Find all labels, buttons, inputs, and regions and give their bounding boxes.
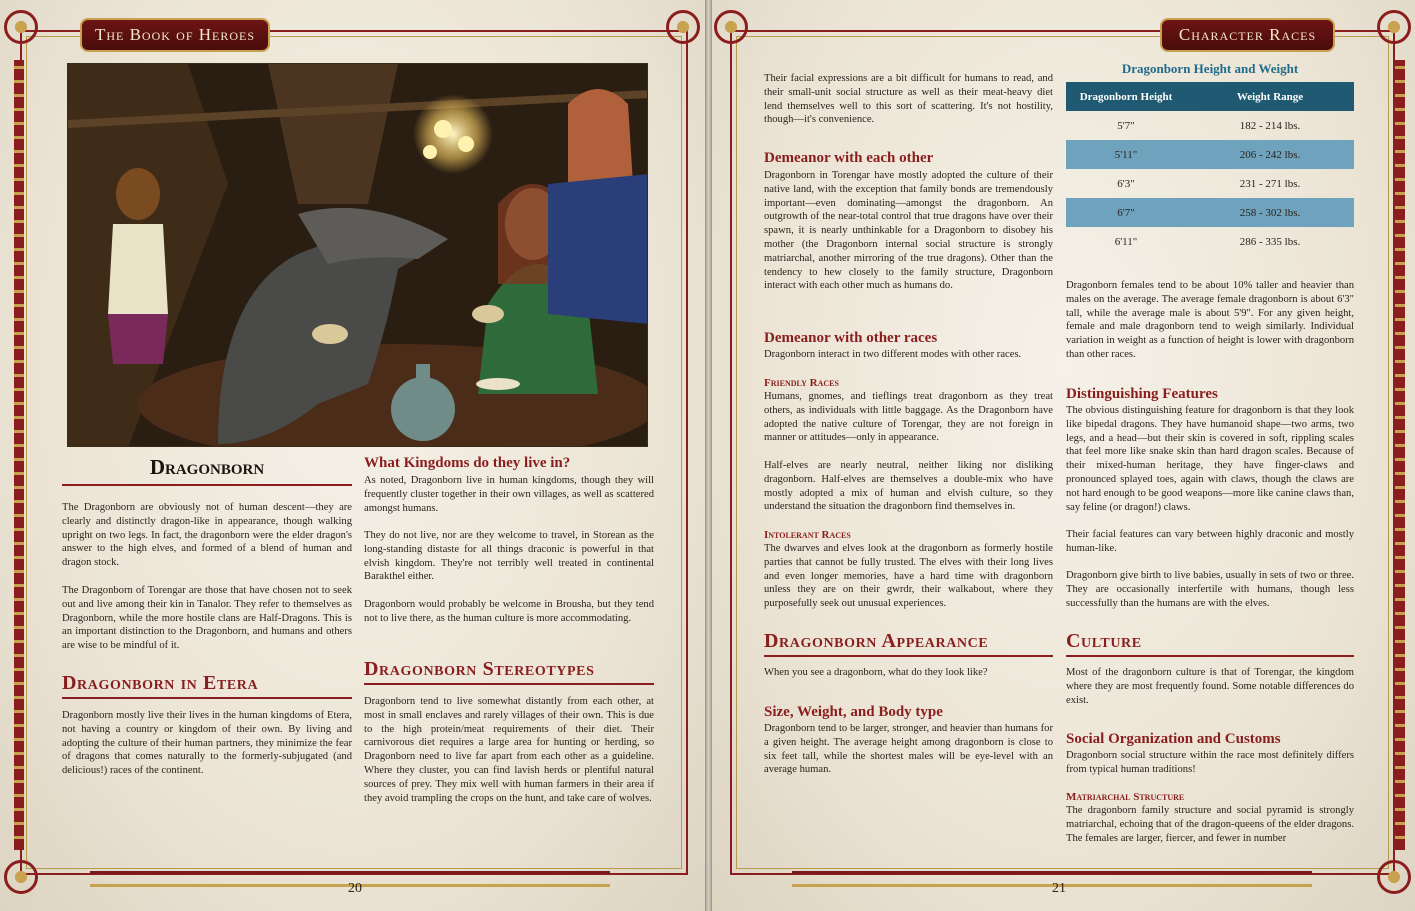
table-row <box>1066 227 1354 256</box>
column-header-height: Dragonborn Height <box>1079 90 1173 103</box>
size-weight-paragraph: Dragonborn tend to be larger, stronger, and heavier than humans for a given height. The average height among dragonborn is close to six feet tall, while the shortest males will be eye-level with an average human. <box>764 723 1053 776</box>
demeanor-other-paragraph: Dragonborn interact in two different modes with other races. <box>764 349 1022 360</box>
features-paragraph-1: The obvious distinguishing feature for dragonborn is that they look like bipedal dragons. They have humanoid shape—two arms, two legs, and a head—but their skin is covered in soft, rippling scales that feel more like snake skin than hard dragon scales. Because of their mixed-human heritage, they have finger-claws and pronounced splayed toes, again with claws, though the claws are not hard enough to be good weapons—more like canine claws than, say feline (or dragon!) claws. <box>1066 405 1354 513</box>
running-header: The Book of Heroes <box>80 18 270 52</box>
tavern-scene-image <box>68 64 648 447</box>
table-row <box>1066 111 1354 140</box>
females-paragraph: Dragonborn females tend to be about 10% taller and heavier than males on the average. The average female dragonborn is about 6'3" tall, while the average male is about 5'9". For any given height, female and male dragonborn tend to weigh similarly. Individual variation in weight as a function of height is lower with dragonborn than other races. <box>1066 280 1354 360</box>
corner-ornament-icon <box>4 860 38 894</box>
left-page <box>0 0 705 911</box>
friendly-paragraph-1: Humans, gnomes, and tieflings treat dragonborn as they treat others, as individuals with little baggage. As the Dragonborn have adopted the native culture of Torengar, they are not foreign in manner or attitudes—only in appearance. <box>764 391 1053 444</box>
subheading-friendly: Friendly Races <box>764 377 839 389</box>
table-row <box>1066 140 1354 169</box>
social-paragraph: Dragonborn social structure within the race most definitely differs from typical human traditions! <box>1066 750 1354 775</box>
intro-paragraph-1: The Dragonborn are obviously not of human descent—they are clearly and distinctly dragon-like in appearance, though walking upright on two legs. In fact, the dragonborn were the elder dragon's answer to the high elves, and formed of a blend of human and dragon stock. <box>62 502 352 569</box>
weight-cell: 182 - 214 lbs. <box>1239 119 1301 132</box>
section-heading-etera: Dragonborn in Etera <box>62 672 352 699</box>
tavern-illustration <box>67 63 648 447</box>
weight-cell: 206 - 242 lbs. <box>1239 148 1301 161</box>
table-caption: Dragonborn Height and Weight <box>1121 61 1299 76</box>
weight-cell: 286 - 335 lbs. <box>1239 235 1301 248</box>
kingdoms-paragraph-2: They do not live, nor are they welcome to travel, in Storean as the long-standing distaste for all things draconic is powerful in that elvish kingdom. They're not terribly well treated in continental Barakthel either. <box>364 530 654 583</box>
running-header: Character Races <box>1160 18 1335 52</box>
appearance-paragraph: When you see a dragonborn, what do they look like? <box>764 667 988 678</box>
title-rule <box>62 484 352 486</box>
height-cell: 6'3" <box>1117 177 1135 190</box>
etera-paragraph: Dragonborn mostly live their lives in the human kingdoms of Etera, not having a country or kingdom of their own. By living and adopting the culture of their human partners, they minimize the fear of dragons that comes naturally to the formerly-subjugated (and delicious!) races of the continent. <box>62 710 352 777</box>
page-title: Dragonborn <box>149 455 265 479</box>
book-gutter <box>705 0 712 911</box>
height-cell: 6'7" <box>1117 206 1135 219</box>
demeanor-each-paragraph: Dragonborn in Torengar have mostly adopted the culture of their native land, with the exception that family bonds are tremendously important—even dominating—amongst the dragonborn. An outgrowth of the near-total control that true dragons have over their spawn, it is nearly unthinkable for a Dragonborn to disobey his mother (the Dragonborn internal social structure is strongly matriarchal, another mirroring of the true dragons). Other than the tendency to hew closely to the family structure, Dragonborn interact with each other much as humans do. <box>764 170 1053 292</box>
continued-paragraph: Their facial expressions are a bit difficult for humans to read, and their small-unit social structure as well as their meat-heavy diet lend themselves well to this sort of scattering. It's not hostility, though—it's convenience. <box>764 73 1053 126</box>
subheading-size-weight: Size, Weight, and Body type <box>764 704 943 720</box>
left-vine-ornament <box>14 60 24 850</box>
culture-paragraph: Most of the dragonborn culture is that of Torengar, the kingdom where they are most frequently found. Some notable differences do exist. <box>1066 667 1354 706</box>
features-paragraph-3: Dragonborn give birth to live babies, usually in sets of two or three. They are occasionally interfertile with humans, though less successfully than the humans are with the elves. <box>1066 570 1354 609</box>
subheading-kingdoms: What Kingdoms do they live in? <box>364 455 571 471</box>
matriarchal-paragraph: The dragonborn family structure and social pyramid is strongly matriarchal, echoing that of the dragon-queens of the elder dragons. The females are larger, fiercer, and fewer in number <box>1066 805 1354 844</box>
table-row <box>1066 198 1354 227</box>
height-cell: 5'11" <box>1114 148 1138 161</box>
weight-cell: 258 - 302 lbs. <box>1239 206 1301 219</box>
height-cell: 6'11" <box>1114 235 1138 248</box>
section-heading-culture: Culture <box>1066 630 1354 657</box>
section-heading-stereotypes: Dragonborn Stereotypes <box>364 658 654 685</box>
subheading-demeanor-other: Demeanor with other races <box>764 330 938 346</box>
subheading-features: Distinguishing Features <box>1066 386 1218 402</box>
height-cell: 5'7" <box>1117 119 1135 132</box>
column-header-weight: Weight Range <box>1236 90 1304 103</box>
kingdoms-paragraph-3: Dragonborn would probably be welcome in Brousha, but they tend not to live there, as the human culture is more accommodating. <box>364 599 654 624</box>
subheading-social: Social Organization and Customs <box>1066 731 1281 747</box>
friendly-paragraph-2: Half-elves are nearly neutral, neither liking nor disliking dragonborn. Half-elves are themselves a double-mix who have mostly adopted a mix of human and elvish culture, so they understand the situation the dragonborn find themselves in. <box>764 460 1053 513</box>
kingdoms-paragraph-1: As noted, Dragonborn live in human kingdoms, though they will frequently cluster together in their own villages, as well as scattered amongst humans. <box>364 475 654 514</box>
page-number: 21 <box>1052 881 1066 896</box>
section-heading-appearance: Dragonborn Appearance <box>764 630 1053 657</box>
corner-ornament-icon <box>1377 10 1411 44</box>
corner-ornament-icon <box>1377 860 1411 894</box>
table-header-row <box>1066 82 1354 111</box>
intro-paragraph-2: The Dragonborn of Torengar are those that have chosen not to seek out and live among their kin in Tanalor. They refer to themselves as Dragonborn, while the more hostile clans are Half-Dragons. This is an important distinction to the Dragonborn, and humans and others are wise to be mindful of it. <box>62 585 352 652</box>
subheading-intolerant: Intolerant Races <box>764 529 851 541</box>
features-paragraph-2: Their facial features can vary between highly draconic and mostly human-like. <box>1066 529 1354 554</box>
corner-ornament-icon <box>666 10 700 44</box>
corner-ornament-icon <box>714 10 748 44</box>
weight-cell: 231 - 271 lbs. <box>1239 177 1301 190</box>
page-number: 20 <box>348 881 362 896</box>
right-vine-ornament <box>1395 60 1405 850</box>
stereotypes-paragraph: Dragonborn tend to live somewhat distantly from each other, at most in small enclaves and rarely villages of their own. This is due to the high protein/meat requirements of their diet. Their carnivorous diet requires a large area for hunting or herding, so Dragonborn need to live far apart from each other as a guideline. Where they cluster, you can find lavish herds or plentiful natural sources of prey. They mix well with human farmers in their area if they avoid trampling the crops on the hunt, and take care of wolves. <box>364 696 654 804</box>
height-weight-table <box>1066 58 1354 256</box>
intolerant-paragraph: The dwarves and elves look at the dragonborn as formerly hostile parties that cannot be fully trusted. The elves with their long lives and even longer memories, have a hard time with dragonborn unless they are on their gwrdr, their walkabout, where they purposefully seek out unusual experiences. <box>764 543 1053 610</box>
subheading-matriarchal: Matriarchal Structure <box>1066 791 1185 803</box>
corner-ornament-icon <box>4 10 38 44</box>
subheading-demeanor-each: Demeanor with each other <box>764 150 934 166</box>
table-row <box>1066 169 1354 198</box>
